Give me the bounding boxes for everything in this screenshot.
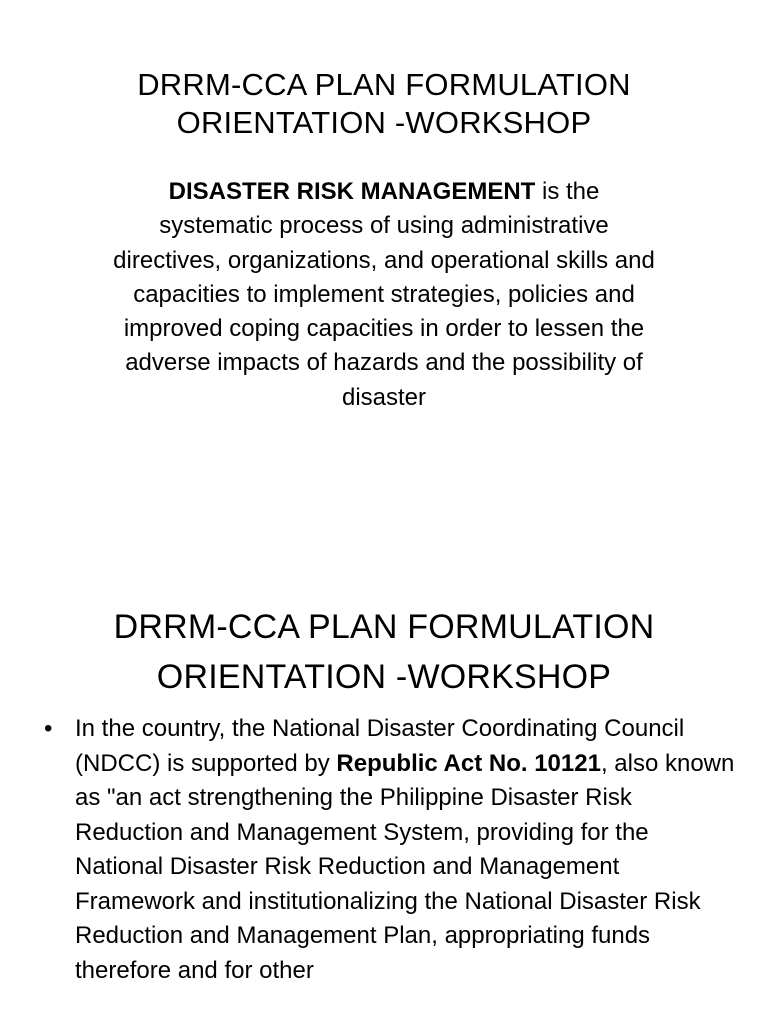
slide-2-title-line-2: ORIENTATION -WORKSHOP	[156, 658, 612, 696]
bullet-icon: •	[44, 715, 53, 742]
definition-text: is the systematic process of using administrative directives, organizations, and operational skills and capacities to implement strategies, policies and improved coping capacities in order to lessen the adverse impacts of hazards and the possibility of disaster	[113, 178, 655, 411]
slide-2	[0, 512, 768, 1024]
definition-term: DISASTER RISK MANAGEMENT	[168, 178, 536, 205]
bullet-text-part-2: , also known as "an act strengthening the Philippine Disaster Risk Reduction and Management System, providing for the National Disaster Risk Reduction and Management Framework and institutionalizing the National Disaster Risk Reduction and Management Plan, appropriating funds therefore and for other	[75, 749, 735, 984]
list-item	[0, 712, 768, 988]
slide-1-title-line-1: DRRM-CCA PLAN FORMULATION	[137, 67, 631, 102]
slide-2-title	[0, 602, 768, 702]
bullet-text-part-1: In the country, the National Disaster Coordinating Council (NDCC) is supported by	[75, 715, 685, 777]
slide-2-title-line-1: DRRM-CCA PLAN FORMULATION	[113, 608, 655, 646]
slide-1-title	[0, 66, 768, 142]
bullet-bold-act: Republic Act No. 10121	[336, 749, 601, 777]
bullet-list	[0, 712, 768, 988]
slide-1-title-line-2: ORIENTATION -WORKSHOP	[176, 105, 592, 140]
definition-paragraph	[112, 175, 656, 415]
